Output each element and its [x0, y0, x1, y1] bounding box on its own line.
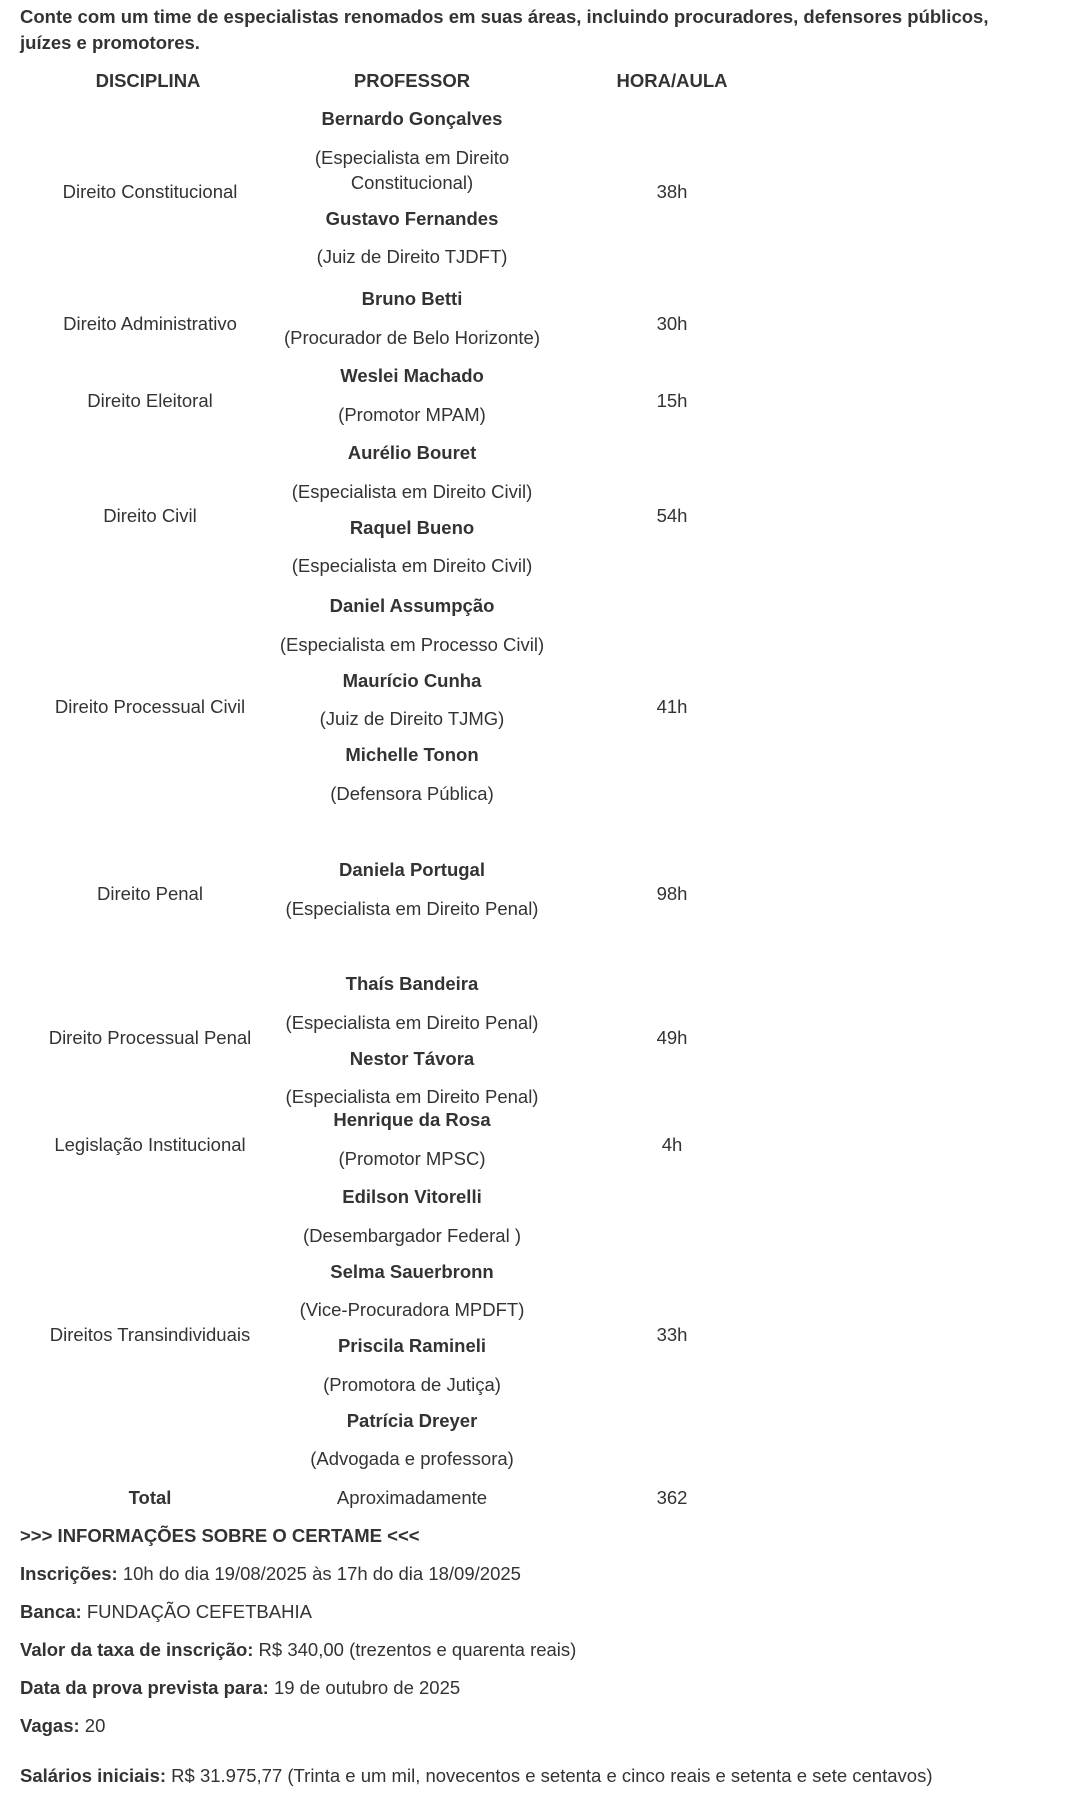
info-label: Valor da taxa de inscrição:: [20, 1639, 254, 1660]
hora-cell: 33h: [656, 1324, 688, 1345]
professor-name: Selma Sauerbronn: [330, 1260, 494, 1282]
professor-role: (Especialista em Direito Penal): [285, 897, 539, 919]
professor-role: (Desembargador Federal ): [303, 1224, 521, 1246]
hora-cell: 30h: [656, 313, 688, 334]
info-banca: [20, 1601, 312, 1623]
professor-role: (Especialista em Direito Penal): [285, 1086, 539, 1107]
professor-name: Henrique da Rosa: [333, 1109, 491, 1130]
professor-name: Michelle Tonon: [345, 744, 479, 765]
info-label: Data da prova prevista para:: [20, 1677, 269, 1698]
professor-entry: [277, 287, 547, 362]
professor-name: Daniela Portugal: [339, 859, 485, 880]
professor-entry: [277, 838, 547, 933]
professor-cell: [277, 594, 547, 818]
disciplina-cell: Direito Processual Penal: [48, 1027, 252, 1048]
info-label: Salários iniciais:: [20, 1765, 167, 1786]
professor-entry: [277, 1108, 547, 1183]
info-taxa: [20, 1639, 576, 1661]
professor-entry: [277, 952, 547, 1047]
professor-role: (Defensora Pública): [330, 782, 494, 804]
professor-role: (Especialista em Direito Civil): [291, 480, 533, 502]
table-header: [0, 70, 1070, 94]
professor-role: (Promotor MPSC): [338, 1147, 486, 1169]
professor-entry: [277, 364, 547, 439]
hora-cell: 15h: [656, 390, 688, 411]
professor-role: (Especialista em Direito Civil): [291, 555, 533, 576]
header-disciplina: DISCIPLINA: [95, 70, 201, 91]
table-row: [0, 441, 1070, 591]
total-row: [0, 1487, 1070, 1511]
professor-cell: [277, 1185, 547, 1483]
hora-cell: 98h: [656, 883, 688, 904]
info-salarios: [20, 1765, 932, 1787]
intro-text: Conte com um time de especialistas renomados em suas áreas, incluindo procuradores, defensores públicos, juízes e promotores.: [20, 6, 989, 53]
professor-cell: [277, 838, 547, 933]
certame-heading: >>> INFORMAÇÕES SOBRE O CERTAME <<<: [20, 1525, 420, 1546]
professor-role: (Advogada e professora): [310, 1448, 514, 1469]
professor-role: (Especialista em Direito Constitucional): [314, 146, 510, 193]
disciplina-cell: Legislação Institucional: [54, 1134, 246, 1155]
hora-cell: 38h: [656, 181, 688, 202]
disciplina-cell: Direito Civil: [103, 505, 197, 526]
header-professor: PROFESSOR: [353, 70, 471, 91]
info-value: 20: [79, 1715, 106, 1736]
professor-cell: [277, 107, 547, 281]
info-inscricoes: [20, 1563, 521, 1585]
disciplina-cell: Direito Eleitoral: [87, 390, 213, 411]
table-row: [0, 364, 1070, 438]
hora-cell: 4h: [661, 1134, 683, 1155]
table-row: [0, 1185, 1070, 1485]
professor-entry: [277, 669, 547, 744]
table-row: [0, 594, 1070, 819]
professor-entry: [277, 743, 547, 818]
table-row: [0, 838, 1070, 950]
disciplina-cell: Direito Penal: [97, 883, 203, 904]
professor-name: Bruno Betti: [361, 288, 463, 309]
professor-role: (Promotor MPAM): [338, 403, 486, 425]
professor-entry: [277, 441, 547, 516]
professor-name: Bernardo Gonçalves: [321, 108, 503, 129]
professor-name: Weslei Machado: [340, 365, 484, 386]
professor-name: Thaís Bandeira: [345, 973, 479, 994]
disciplina-cell: Direito Constitucional: [62, 181, 238, 202]
info-value: R$ 31.975,77 (Trinta e um mil, novecentos e setenta e cinco reais e setenta e sete centavos): [166, 1765, 933, 1786]
professor-role: (Promotora de Jutiça): [323, 1373, 501, 1395]
info-label: Vagas:: [20, 1715, 80, 1736]
professor-entry: [277, 1409, 547, 1484]
info-value: FUNDAÇÃO CEFETBAHIA: [81, 1601, 312, 1622]
info-vagas: [20, 1715, 105, 1737]
table-row: [0, 287, 1070, 361]
professor-role: (Procurador de Belo Horizonte): [283, 326, 541, 348]
info-label: Banca:: [20, 1601, 82, 1622]
info-label: Inscrições:: [20, 1563, 118, 1584]
info-data-prova: [20, 1677, 460, 1699]
professor-entry: [277, 207, 547, 282]
hora-cell: 54h: [656, 505, 688, 526]
table-row: [0, 1108, 1070, 1182]
professor-name: Raquel Bueno: [349, 516, 475, 538]
professor-name: Maurício Cunha: [342, 669, 482, 691]
professor-name: Patrícia Dreyer: [346, 1409, 478, 1431]
professor-name: Nestor Távora: [349, 1047, 475, 1069]
professor-role: (Juiz de Direito TJDFT): [316, 246, 508, 267]
total-hora: 362: [656, 1487, 688, 1508]
professor-name: Edilson Vitorelli: [342, 1186, 482, 1207]
professor-entry: [277, 1260, 547, 1335]
professor-name: Daniel Assumpção: [329, 595, 495, 616]
professor-entry: [277, 516, 547, 591]
table-row: [0, 107, 1070, 277]
professor-name: Priscila Ramineli: [337, 1335, 487, 1356]
total-label: Total: [128, 1487, 172, 1508]
professor-role: (Juiz de Direito TJMG): [319, 708, 505, 729]
professor-cell: [277, 287, 547, 362]
professor-role: (Vice-Procuradora MPDFT): [299, 1299, 525, 1320]
professor-name: Gustavo Fernandes: [325, 207, 499, 229]
professor-name: Aurélio Bouret: [347, 442, 477, 463]
professor-entry: [277, 107, 547, 207]
professor-entry: [277, 594, 547, 669]
header-hora: HORA/AULA: [616, 70, 728, 91]
table-row: [0, 952, 1070, 1124]
professor-cell: [277, 441, 547, 590]
disciplina-cell: Direitos Transindividuais: [49, 1324, 251, 1345]
professor-entry: [277, 1334, 547, 1409]
total-professor: Aproximadamente: [336, 1487, 488, 1508]
info-value: R$ 340,00 (trezentos e quarenta reais): [253, 1639, 577, 1660]
professor-role: (Especialista em Processo Civil): [279, 633, 545, 655]
hora-cell: 41h: [656, 695, 688, 717]
hora-cell: 49h: [656, 1027, 688, 1048]
professor-cell: [277, 364, 547, 439]
info-value: 10h do dia 19/08/2025 às 17h do dia 18/09/2025: [117, 1563, 521, 1584]
professor-cell: [277, 952, 547, 1121]
professor-role: (Especialista em Direito Penal): [285, 1011, 539, 1033]
disciplina-cell: Direito Processual Civil: [54, 695, 246, 717]
disciplina-cell: Direito Administrativo: [63, 313, 237, 334]
professor-entry: [277, 1185, 547, 1260]
info-value: 19 de outubro de 2025: [268, 1677, 461, 1698]
professor-cell: [277, 1108, 547, 1183]
